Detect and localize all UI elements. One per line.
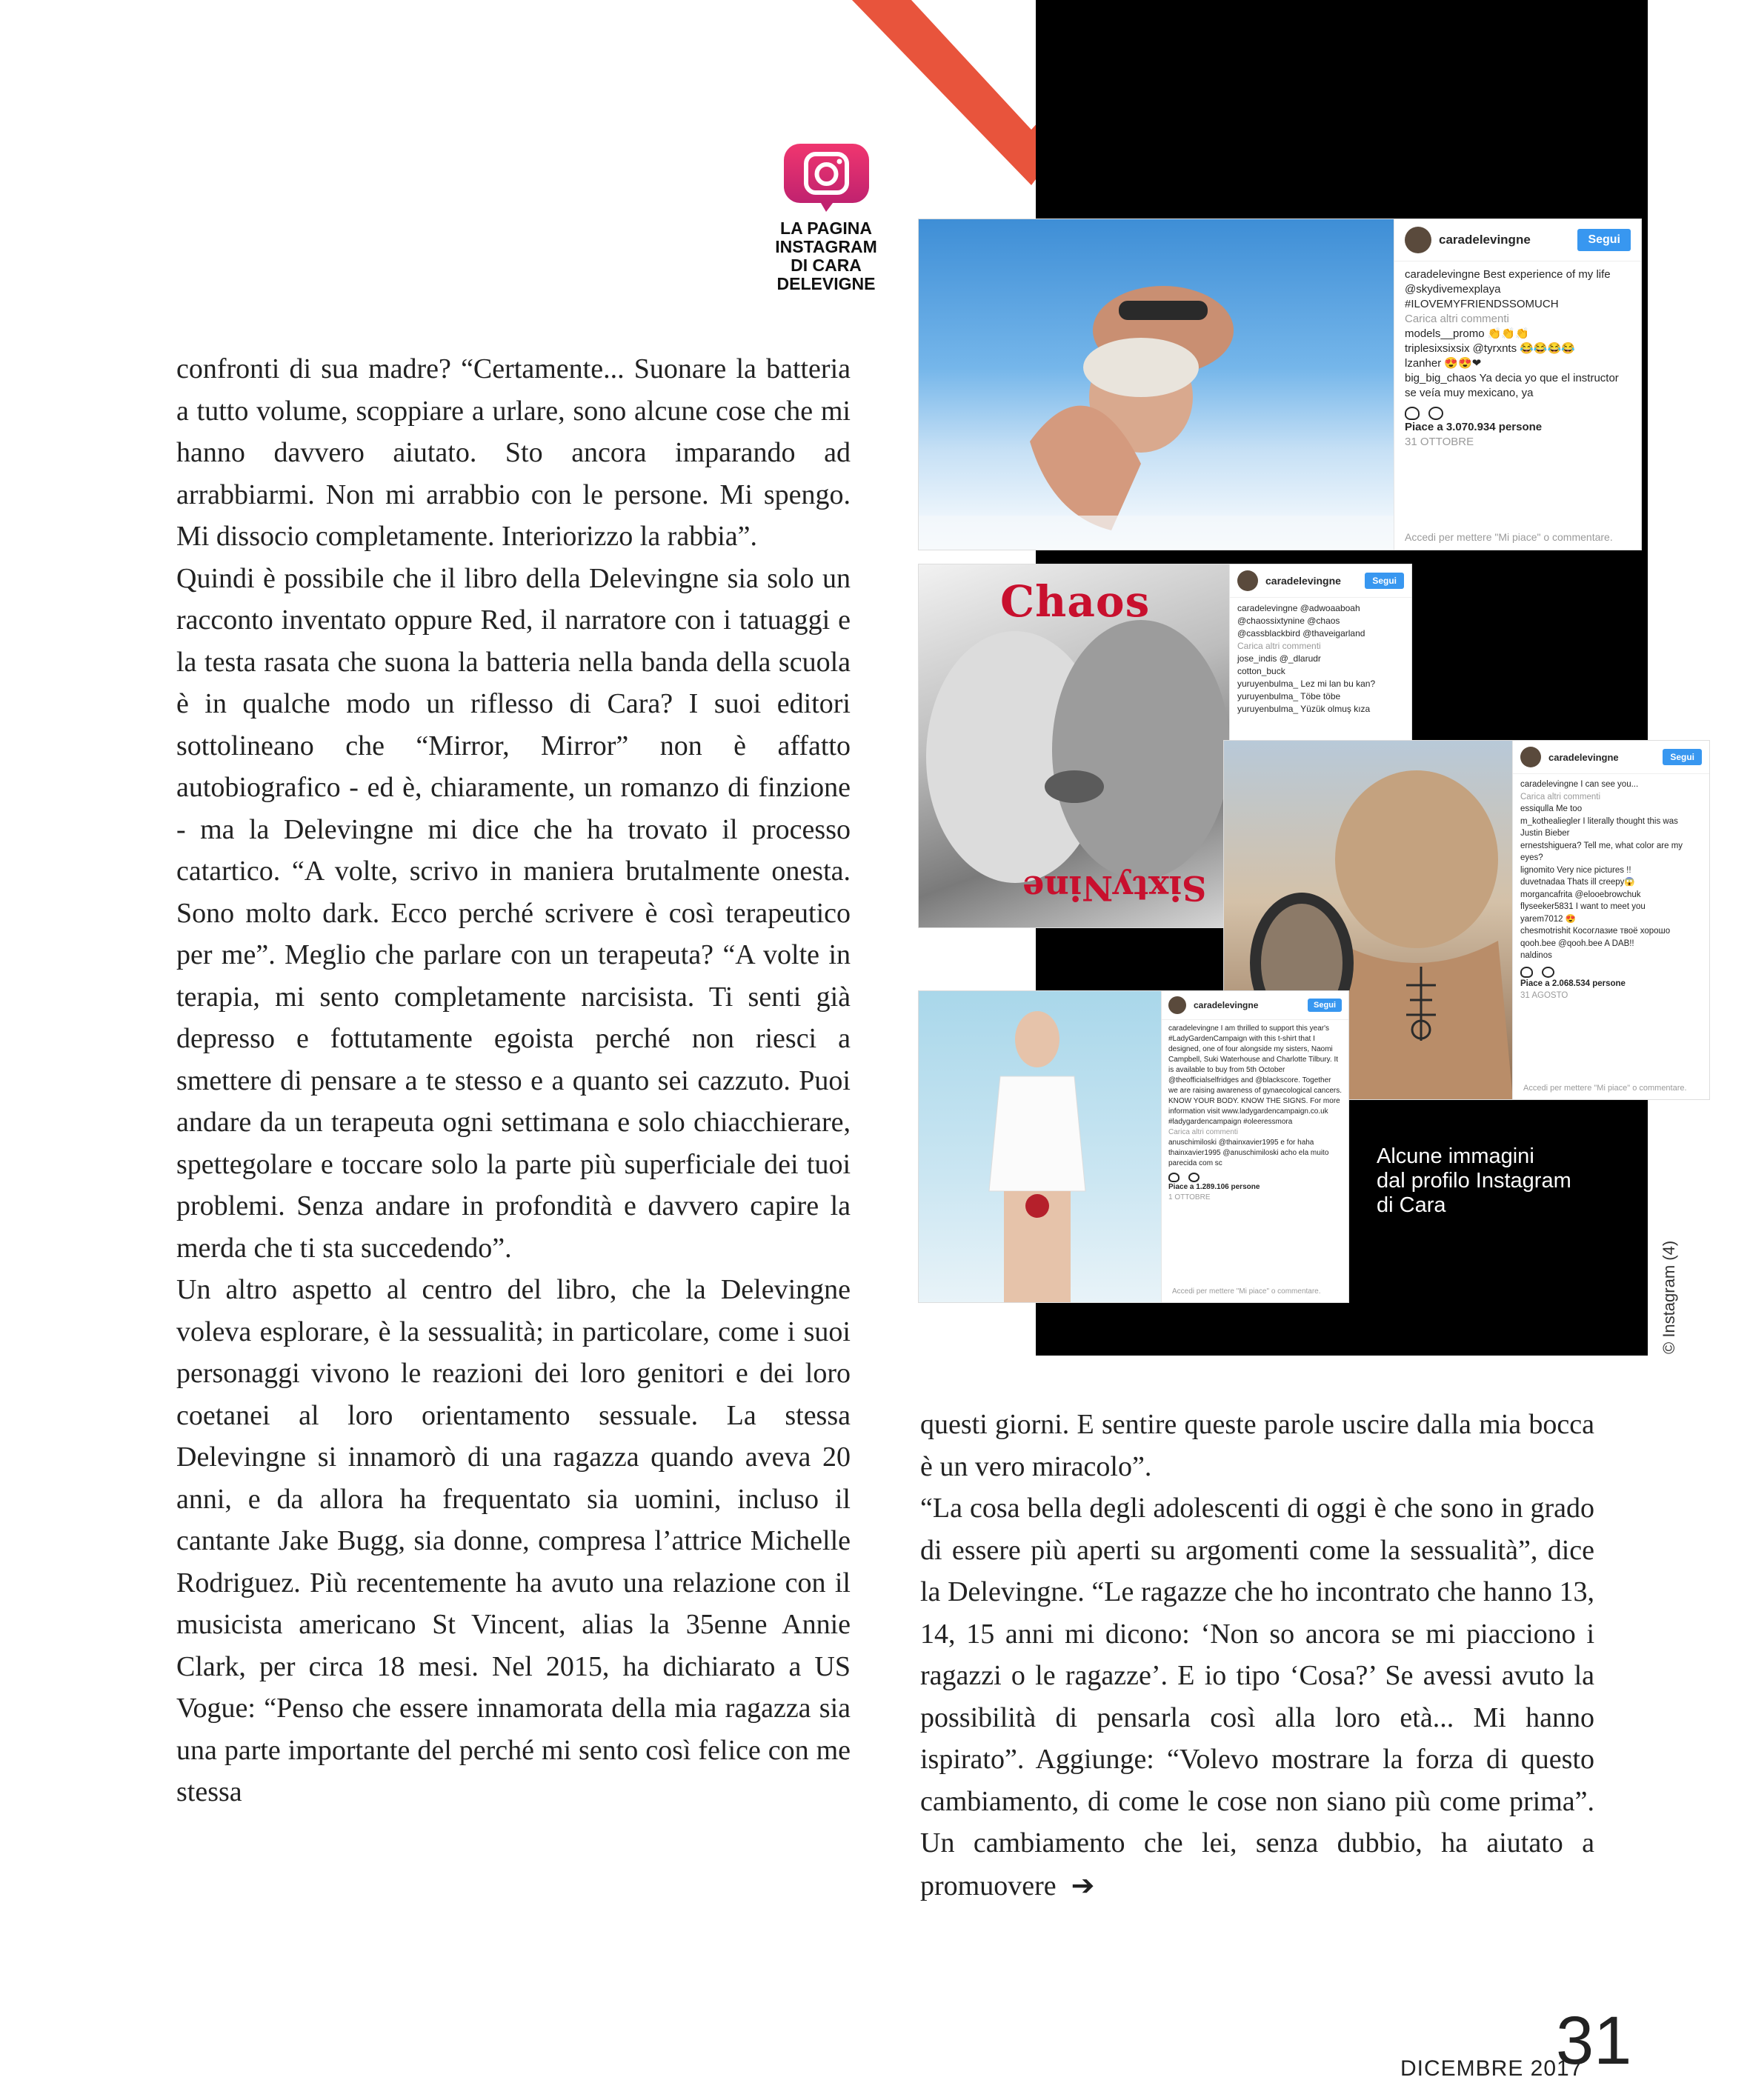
follow-button[interactable]: Segui <box>1308 999 1342 1012</box>
continue-arrow-icon: ➔ <box>1071 1868 1095 1901</box>
article-paragraph: confronti di sua madre? “Certamente... Suonare la batteria a tutto volume, scoppiare a urlare, sono alcune cose che mi hanno davvero aiutato. Sto ancora imparando ad arrabbiarmi. Non mi arrabbio con le persone. Mi spengo. Mi dissocio completamente. Interiorizzo la rabbia”. <box>176 353 851 552</box>
login-prompt[interactable]: Accedi per mettere "Mi piace" o commentare. <box>1523 1084 1687 1093</box>
post-date: 1 OTTOBRE <box>1168 1193 1211 1201</box>
tshirt-photo <box>919 991 1162 1302</box>
avatar[interactable] <box>1405 227 1431 253</box>
load-more-comments-link[interactable]: Carica altri commenti <box>1405 313 1509 325</box>
cover-title: Chaos <box>1000 576 1151 627</box>
login-prompt[interactable]: Accedi per mettere "Mi piace" o commentare. <box>1405 531 1613 543</box>
badge-caption-line: DI CARA <box>791 256 862 275</box>
comment: ernestshiguera? Tell me, what color are my eyes? <box>1520 841 1683 862</box>
heart-icon[interactable] <box>1405 407 1420 420</box>
comment: yuruyenbulma_ Lez mi lan bu kan? <box>1237 679 1376 689</box>
follow-button[interactable]: Segui <box>1663 749 1702 765</box>
badge-caption-line: LA PAGINA <box>780 219 872 238</box>
likes-count: Piace a 3.070.934 persone <box>1405 421 1543 433</box>
post-date: 31 AGOSTO <box>1520 991 1568 1000</box>
photo-credit <box>1658 1222 1680 1356</box>
post-date: 31 OTTOBRE <box>1405 436 1474 448</box>
comment: lignomito Very nice pictures !! <box>1520 865 1631 875</box>
comment: flyseeker5831 I want to meet you <box>1520 902 1646 911</box>
follow-button[interactable]: Segui <box>1365 573 1404 589</box>
comment: essiqulla Me too <box>1520 804 1583 813</box>
avatar[interactable] <box>1168 996 1186 1014</box>
username[interactable]: caradelevingne <box>1548 751 1619 763</box>
photo-caption-line: di Cara <box>1377 1193 1446 1217</box>
heart-icon[interactable] <box>1520 967 1533 978</box>
avatar[interactable] <box>1520 747 1541 767</box>
issue-date: DICEMBRE 2017 <box>1400 2056 1583 2081</box>
model-illustration <box>963 1006 1111 1302</box>
article-right-column <box>920 1404 1594 1907</box>
comment: yarem7012 😍 <box>1520 914 1577 924</box>
post-caption: caradelevingne I am thrilled to support this year's #LadyGardenCampaign with this t-shirt that I designed, one of four alongside my sisters, Naomi Campbell, Suki Waterhouse and Charlotte Tilbury. It is available to buy from 5th October @theofficialselfridges and @blackscore. Together we are raising awareness of gynaecological cancers. KNOW YOUR BODY. KNOW THE SIGNS. For more information visit www.ladygardencampaign.co.uk #ladygardencampaign #oleeressmora <box>1168 1024 1343 1126</box>
username[interactable]: caradelevingne <box>1265 575 1341 587</box>
comment: yuruyenbulma_ Yüzük olmuş kıza <box>1237 704 1371 714</box>
chaos-cover-photo <box>919 564 1230 927</box>
skydivers-illustration <box>919 219 1394 550</box>
photo-caption-line: Alcune immagini <box>1377 1144 1534 1168</box>
badge-caption-line: INSTAGRAM <box>775 237 877 256</box>
badge-caption-line: DELEVIGNE <box>776 274 876 293</box>
tattoo-icon <box>1399 963 1443 1044</box>
photo-caption <box>1377 1144 1599 1218</box>
comment: morgancafrita @elooebrowchuk <box>1520 890 1641 899</box>
comment: duvetnadaa Thats ill creepy😱 <box>1520 878 1635 887</box>
load-more-comments-link[interactable]: Carica altri commenti <box>1237 641 1321 651</box>
instagram-side-panel <box>1394 219 1641 550</box>
comment: cotton_buck <box>1237 666 1285 676</box>
article-paragraph: questi giorni. E sentire queste parole uscire dalla mia bocca è un vero miracolo”. <box>920 1409 1594 1482</box>
comment: big_big_chaos Ya decia yo que el instructor se veía muy mexicano, ya <box>1405 372 1619 399</box>
load-more-comments-link[interactable]: Carica altri commenti <box>1520 792 1600 801</box>
comment: thainxavier1995 @anuschimiloski acho ela muito parecida com sc <box>1168 1149 1329 1167</box>
likes-count: Piace a 2.068.534 persone <box>1520 979 1626 988</box>
photo-credit-text: © Instagram (4) <box>1660 1240 1678 1354</box>
comment-icon[interactable] <box>1428 407 1443 420</box>
comment-icon[interactable] <box>1542 967 1554 978</box>
instagram-post-tshirt[interactable] <box>919 991 1348 1302</box>
comment: yuruyenbulma_ Töbe töbe <box>1237 691 1341 701</box>
comment: triplesixsixsix @tyrxnts 😂😂😂😂 <box>1405 342 1575 355</box>
likes-count: Piace a 1.289.106 persone <box>1168 1183 1260 1191</box>
heart-icon[interactable] <box>1168 1173 1180 1182</box>
username[interactable]: caradelevingne <box>1194 1000 1259 1010</box>
cover-subtitle: SixtyNine <box>1022 868 1207 908</box>
instagram-post-skydive[interactable] <box>919 219 1641 550</box>
comment: anuschimiloski @thainxavier1995 e for haha <box>1168 1139 1314 1147</box>
comment: lzanher 😍😍❤ <box>1405 357 1482 370</box>
post-caption: caradelevingne Best experience of my life @skydivemexplaya #ILOVEMYFRIENDSSOMUCH <box>1405 268 1611 310</box>
comment: m_kothealiegler I literally thought this was Justin Bieber <box>1520 816 1678 838</box>
article-paragraph: Quindi è possibile che il libro della Delevingne sia solo un racconto inventato oppure Red, il narratore con i tatuaggi e la testa rasata che suona la batteria nella banda della scuola è in qualche modo un riflesso di Cara? I suoi editori sottolineano che “Mirror, Mirror” non è affatto autobiografico - ed è, chiaramente, un romanzo di finzione - ma la Delevingne mi dice che ha trovato il processo catartico. “A volte, scrivo in maniera brutalmente onesta. Sono molto dark. Ecco perché scrivere è così terapeutico per me”. Meglio che parlare con un terapeuta? “A volte in terapia, mi sento completamente narcisista. Ti senti già depresso e fottutamente egoista perché non riesci a smettere di pensare a te stesso e a quanto sei cazzuto. Puoi andare da un terapeuta ogni settimana e solo chiacchierare, spettegolare e toccare solo la parte più superficiale dei tuoi problemi. Senza andare in profondità e davvero capire la merda che ti sta succedendo”. <box>176 562 851 1264</box>
instagram-side-panel <box>1161 991 1348 1302</box>
avatar[interactable] <box>1237 570 1258 591</box>
instagram-camera-icon <box>784 144 869 212</box>
article-paragraph <box>920 1487 1594 1907</box>
comment: naldinos <box>1520 951 1552 960</box>
comment: chesmotrishit Косоглазие твоё хорошо <box>1520 927 1671 936</box>
comment: models__promo 👏👏👏 <box>1405 327 1529 340</box>
article-paragraph-text: “La cosa bella degli adolescenti di oggi è che sono in grado di essere più aperti su argomenti come la sessualità”, dice la Delevingne. “Le ragazze che ho incontrato che hanno 13, 14, 15 anni mi dicono: ‘Non so ancora se mi piacciono i ragazzi o le ragazze’. E io tipo ‘Cosa?’ Se avessi avuto la possibilità di pensarla così alla loro età... Mi hanno ispirato”. Aggiunge: “Volevo mostrare la forza di questo cambiamento, di come le cose non siano più come prima”. Un cambiamento che lei, senza dubbio, ha aiutato a promuovere <box>920 1493 1594 1901</box>
photo-caption-line: dal profilo Instagram <box>1377 1169 1571 1193</box>
post-caption: caradelevingne I can see you... <box>1520 780 1639 789</box>
post-caption: caradelevingne @adwoaaboah @chaossixtynine @chaos @cassblackbird @thaveigarland <box>1237 603 1365 639</box>
load-more-comments-link[interactable]: Carica altri commenti <box>1168 1128 1238 1136</box>
page-number: 31 <box>1556 2003 1632 2079</box>
follow-button[interactable]: Segui <box>1577 229 1631 251</box>
article-paragraph: Un altro aspetto al centro del libro, che la Delevingne voleva esplorare, è la sessualità; in particolare, come i suoi personaggi vivono le reazioni dei loro genitori e dei loro coetanei al loro orientamento sessuale. La stessa Delevingne si innamorò di una ragazza quando aveva 20 anni, e da allora ha frequentato sia uomini, incluso il cantante Jake Bugg, sia donne, compresa l’attrice Michelle Rodriguez. Più recentemente ha avuto una relazione con il musicista americano St Vincent, alias la 35enne Annie Clark, per circa 18 mesi. Nel 2015, ha dichiarato a US Vogue: “Penso che essere innamorata della mia ragazza sia una parte importante del perché mi sento così felice con me stessa <box>176 1274 851 1807</box>
login-prompt[interactable]: Accedi per mettere "Mi piace" o commentare. <box>1172 1287 1321 1296</box>
comment: jose_indis @_dlarudr <box>1237 653 1321 664</box>
skydive-photo <box>919 219 1394 550</box>
comment: qooh.bee @qooh.bee A DAB!! <box>1520 939 1634 948</box>
instagram-badge-caption <box>763 219 889 293</box>
comment-icon[interactable] <box>1188 1173 1200 1182</box>
article-left-column <box>176 348 851 1813</box>
username[interactable]: caradelevingne <box>1439 233 1531 247</box>
instagram-side-panel <box>1512 741 1709 1099</box>
